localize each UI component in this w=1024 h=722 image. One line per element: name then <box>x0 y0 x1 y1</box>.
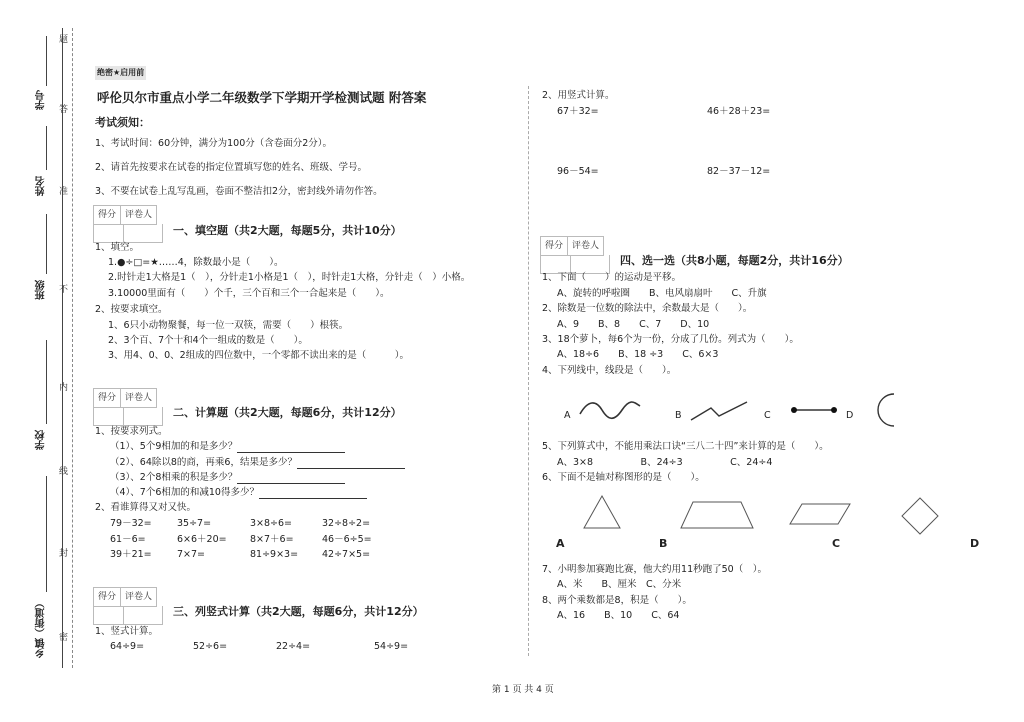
r-q2: 2、用竖式计算。 <box>542 90 615 101</box>
zigzag-line-figure <box>689 398 749 424</box>
calc-cell: 61－6= <box>110 534 146 545</box>
s2-item-4: （4）、7个6相加的和减10得多少？ <box>110 487 367 499</box>
rhombus-figure <box>900 496 940 536</box>
calc-cell: 3×8÷6= <box>250 518 293 529</box>
score-fill-row <box>93 606 163 625</box>
s1-q2-2: 2、3个百、7个十和4个一组成的数是（ ）。 <box>108 335 308 346</box>
score-box <box>540 236 604 256</box>
s1-q1: 1、填空。 <box>95 242 140 253</box>
s2-item-3: （3）、2个8相乘的积是多少？ <box>110 472 345 484</box>
score-label: 得分 <box>94 389 121 407</box>
score-fill-row <box>93 407 163 426</box>
s3-q1: 1、竖式计算。 <box>95 626 159 637</box>
calc-cell: 32÷8÷2= <box>322 518 371 529</box>
column-divider <box>528 86 529 656</box>
section-2-title: 二、计算题（共2大题，每题6分，共计12分） <box>173 406 402 419</box>
s4-q8-options: A、16 B、10 C、64 <box>557 610 680 621</box>
score-label: 得分 <box>94 206 121 224</box>
s4-q3: 3、18个萝卜，每6个为一份，分成了几份。列式为（ ）。 <box>542 334 799 345</box>
section-4-title: 四、选一选（共8小题，每题2分，共计16分） <box>620 254 849 267</box>
binding-hint-g: 密 <box>57 632 67 641</box>
score-label: 得分 <box>541 237 568 255</box>
s1-q1-2: 2.时针走1大格是1（ ），分针走1小格是1（ ），时针走1大格，分针走（ ）小格。 <box>108 272 471 283</box>
score-box <box>93 587 157 607</box>
s2-q1: 1、按要求列式。 <box>95 426 168 437</box>
grader-label: 评卷人 <box>125 210 153 220</box>
binding-hint-d: 内 <box>57 382 67 391</box>
s4-q2: 2、除数是一位数的除法中，余数最大是（ ）。 <box>542 303 753 314</box>
page-title: 呼伦贝尔市重点小学二年级数学下学期开学检测试题 附答案 <box>97 90 427 105</box>
s4-q5: 5、下列算式中，不能用乘法口诀“三八二十四”来计算的是（ ）。 <box>542 441 829 452</box>
field-township: 乡镇（街道） <box>36 598 47 658</box>
grader-label: 评卷人 <box>125 592 153 602</box>
s1-q1-1: 1.●÷□=★……4，除数最小是（ ）。 <box>108 257 284 268</box>
calc-cell: 81÷9×3= <box>250 549 299 560</box>
arc-figure <box>874 392 898 428</box>
binding-line-dashed <box>72 28 73 668</box>
field-fill-line-3 <box>46 214 47 274</box>
s4-q4: 4、下列线中，线段是（ ）。 <box>542 365 677 376</box>
notice-item-3: 3、不要在试卷上乱写乱画，卷面不整洁扣2分，密封线外请勿作答。 <box>95 186 383 197</box>
s4-q7: 7、小明参加赛跑比赛，他大约用11秒跑了50（ ）。 <box>542 564 767 575</box>
binding-hint-e: 线 <box>57 466 67 475</box>
binding-hint-f: 封 <box>57 548 67 557</box>
s4-q2-options: A、9 B、8 C、7 D、10 <box>557 319 710 330</box>
r-calc: 96－54= <box>557 166 599 177</box>
s3-item: 22÷4= <box>276 641 311 652</box>
score-label: 得分 <box>94 588 121 606</box>
calc-cell: 42÷7×5= <box>322 549 371 560</box>
shape-label-c: C <box>832 537 841 550</box>
parallelogram-figure <box>788 502 852 526</box>
s4-q3-options: A、18÷6 B、18 ÷3 C、6×3 <box>557 349 719 360</box>
r-calc: 67＋32= <box>557 106 599 117</box>
segment-figure <box>790 403 838 417</box>
calc-cell: 46－6÷5= <box>322 534 372 545</box>
notice-item-1: 1、考试时间：60分钟，满分为100分（含卷面分2分）。 <box>95 138 333 149</box>
binding-hint-top: 题 <box>57 34 67 43</box>
s2-item-2: （2）、64除以8的商，再乘6，结果是多少？ <box>110 457 405 469</box>
r-calc: 46＋28＋23= <box>707 106 771 117</box>
section-1-title: 一、填空题（共2大题，每题5分，共计10分） <box>173 224 402 237</box>
field-fill-line-5 <box>46 476 47 592</box>
s4-q8: 8、两个乘数都是8，积是（ ）。 <box>542 595 692 606</box>
calc-cell: 39＋21= <box>110 549 152 560</box>
field-school: 学校 <box>36 430 47 450</box>
calc-cell: 79－32= <box>110 518 152 529</box>
field-fill-line-4 <box>46 340 47 424</box>
s2-q2: 2、看谁算得又对又快。 <box>95 502 197 513</box>
section-3-title: 三、列竖式计算（共2大题，每题6分，共计12分） <box>173 605 424 618</box>
line-label-c: C <box>764 410 771 421</box>
binding-hint-a: 答 <box>57 104 67 113</box>
line-label-b: B <box>675 410 682 421</box>
field-fill-line-1 <box>46 36 47 86</box>
s4-q5-options: A、3×8 B、24÷3 C、24÷4 <box>557 457 773 468</box>
s2-item-1: （1）、5个9相加的和是多少？ <box>110 441 345 453</box>
line-label-d: D <box>846 410 854 421</box>
notice-item-2: 2、请首先按要求在试卷的指定位置填写您的姓名、班级、学号。 <box>95 162 368 173</box>
calc-cell: 6×6＋20= <box>177 534 227 545</box>
s1-q2-1: 1、6只小动物聚餐，每一位一双筷，需要（ ）根筷。 <box>108 320 349 331</box>
grader-label: 评卷人 <box>572 241 600 251</box>
shape-label-b: B <box>659 537 668 550</box>
field-class: 班级 <box>36 280 47 300</box>
line-label-a: A <box>564 410 571 421</box>
r-calc: 82－37－12= <box>707 166 771 177</box>
s3-item: 54÷9= <box>374 641 409 652</box>
triangle-figure <box>582 494 622 530</box>
score-fill-row <box>93 224 163 243</box>
field-student-id: 学号 <box>36 90 47 110</box>
score-box <box>93 205 157 225</box>
calc-cell: 8×7＋6= <box>250 534 294 545</box>
trapezoid-figure <box>679 500 755 530</box>
field-fill-line-2 <box>46 126 47 170</box>
s4-q7-options: A、米 B、厘米 C、分米 <box>557 579 682 590</box>
s3-item: 64÷9= <box>110 641 145 652</box>
s1-q1-3: 3.10000里面有（ ）个千，三个百和三个一合起来是（ ）。 <box>108 288 390 299</box>
shape-label-a: A <box>556 537 565 550</box>
s1-q2: 2、按要求填空。 <box>95 304 168 315</box>
s4-q1-options: A、旋转的呼啦圈 B、电风扇扇叶 C、升旗 <box>557 288 767 299</box>
s4-q1: 1、下面（ ）的运动是平移。 <box>542 272 682 283</box>
s1-q2-3: 3、用4、0、0、2组成的四位数中，一个零都不读出来的是（ ）。 <box>108 350 409 361</box>
page-number: 第 1 页 共 4 页 <box>492 685 554 695</box>
s4-q6: 6、下面不是轴对称图形的是（ ）。 <box>542 472 705 483</box>
binding-hint-c: 不 <box>57 284 67 293</box>
notice-heading: 考试须知： <box>95 116 150 129</box>
binding-line-solid <box>62 28 63 668</box>
score-box <box>93 388 157 408</box>
binding-hint-b: 准 <box>57 186 67 195</box>
calc-cell: 35÷7= <box>177 518 212 529</box>
curve-line-figure <box>578 398 642 424</box>
field-name: 姓名 <box>36 176 47 196</box>
s3-item: 52÷6= <box>193 641 228 652</box>
grader-label: 评卷人 <box>125 393 153 403</box>
calc-cell: 7×7= <box>177 549 206 560</box>
secret-label: 绝密★启用前 <box>95 66 146 80</box>
shape-label-d: D <box>970 537 980 550</box>
